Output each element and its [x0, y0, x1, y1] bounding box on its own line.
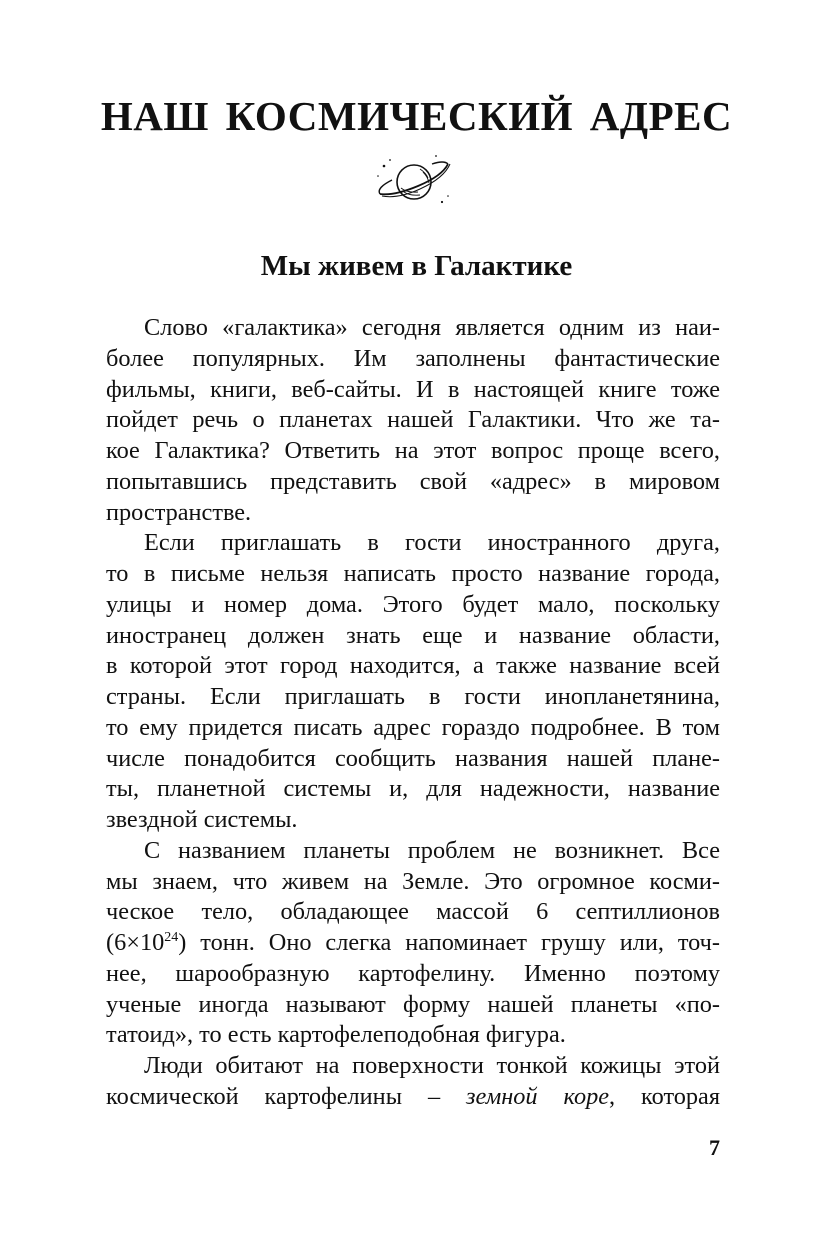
formula-before: (6×10	[106, 929, 165, 956]
text-line: то ему придется писать адрес гораздо подробнее. В том	[106, 713, 720, 741]
body-text	[106, 313, 720, 1113]
text-line: ученые иногда называют форму нашей планеты «по-	[106, 990, 720, 1018]
paragraph-4	[106, 1051, 720, 1113]
text-line: пространстве.	[106, 498, 252, 526]
emphasis-term: земной коре	[466, 1082, 610, 1110]
text-line: улицы и номер дома. Этого будет мало, поскольку	[106, 590, 720, 618]
text-line: кое Галактика? Ответить на этот вопрос проще всего,	[106, 437, 720, 464]
formula-after: ) тонн. Оно слегка напоминает грушу или, точ-	[178, 929, 720, 956]
text-line: татоид», то есть картофелеподобная фигура.	[106, 1021, 566, 1049]
text-line: страны. Если приглашать в гости инопланетянина,	[106, 683, 720, 710]
text-line: Слово «галактика» сегодня является одним из наи-	[144, 314, 720, 341]
section-title: Мы живем в Галактике	[260, 250, 573, 282]
paragraph-1	[106, 313, 720, 528]
emphasis-after: , которая	[609, 1082, 720, 1110]
text-line: ты, планетной системы и, для надежности, название	[106, 775, 720, 803]
emphasis-before: космической картофелины –	[106, 1082, 467, 1110]
text-line: Если приглашать в гости иностранного друга,	[144, 529, 720, 557]
text-line: то в письме нельзя написать просто название города,	[106, 560, 720, 587]
formula-line	[106, 928, 720, 959]
page-number: 7	[709, 1135, 720, 1160]
text-line: мы знаем, что живем на Земле. Это огромное косми-	[106, 867, 720, 895]
text-line: нее, шарообразную картофелину. Именно поэтому	[106, 959, 720, 987]
text-line: ческое тело, обладающее массой 6 септиллионов	[106, 898, 720, 926]
text-line: в которой этот город находится, а также название всей	[106, 652, 720, 680]
text-line: попытавшись представить свой «адрес» в мировом	[106, 467, 720, 495]
formula-exponent: 24	[164, 930, 179, 945]
text-line: Люди обитают на поверхности тонкой кожицы этой	[144, 1052, 720, 1079]
text-line: числе понадобится сообщить названия нашей плане-	[106, 744, 720, 772]
text-line: пойдет речь о планетах нашей Галактики. Что же та-	[106, 406, 720, 434]
text-line: иностранец должен знать еще и название области,	[106, 621, 720, 649]
text-line: звездной системы.	[106, 806, 298, 833]
ringed-planet-icon	[374, 152, 454, 210]
text-line: фильмы, книги, веб-сайты. И в настоящей книге тоже	[106, 375, 720, 403]
paragraph-2	[106, 528, 720, 836]
text-line: С названием планеты проблем не возникнет. Все	[144, 836, 720, 864]
text-line: более популярных. Им заполнены фантастические	[106, 344, 720, 372]
paragraph-3	[106, 836, 720, 1051]
emphasis-line	[106, 1082, 720, 1113]
chapter-title: НАШ КОСМИЧЕСКИЙ АДРЕС	[100, 93, 733, 139]
